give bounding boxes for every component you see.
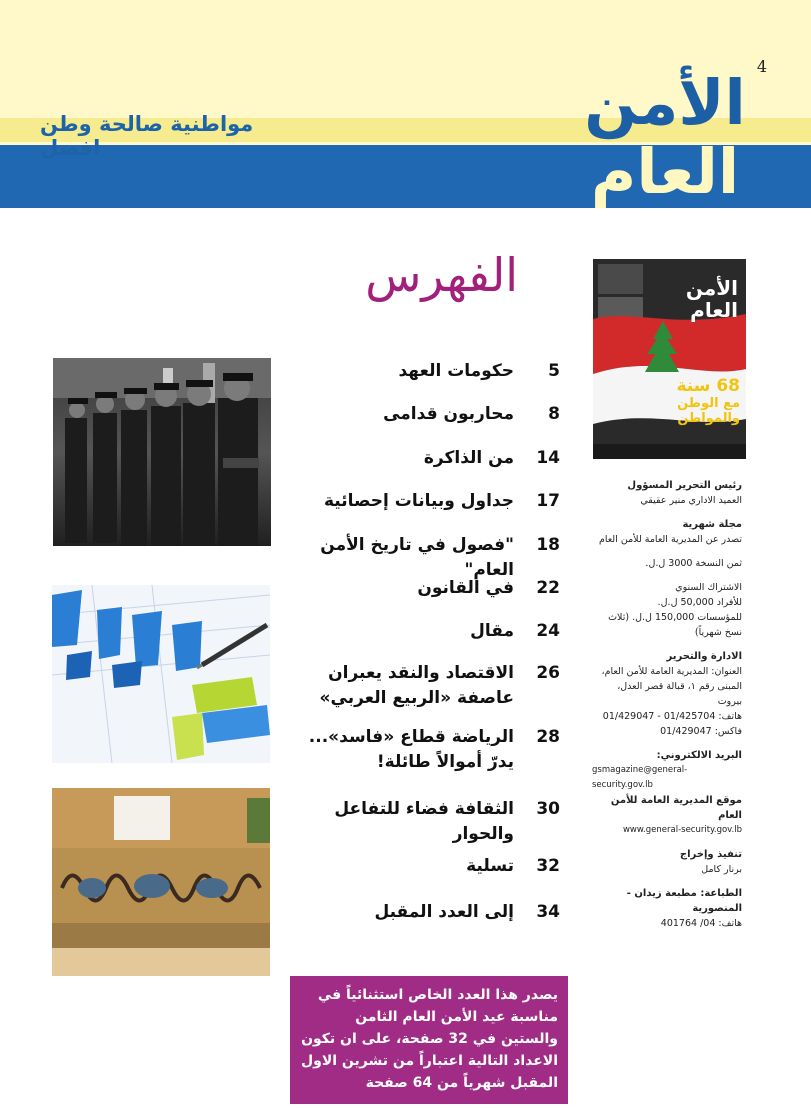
website-link[interactable]: www.general-security.gov.lb — [622, 825, 742, 835]
toc-title: الفهرس — [365, 248, 518, 302]
fax: فاكس: 01/429047 — [660, 726, 742, 737]
print-phone: هاتف: 04/ 401764 — [660, 918, 742, 929]
publisher: تصدر عن المديرية العامة للأمن العام — [598, 534, 742, 545]
toc-page-number: 8 — [548, 404, 560, 424]
toc-item-title: حكومات العهد — [398, 361, 514, 381]
toc-item-title: الاقتصاد والنقد يعبران عاصفة «الربيع العربي» — [319, 663, 514, 708]
email-link[interactable]: gsmagazine@general-security.gov.lb — [592, 765, 688, 790]
toc-page-number: 26 — [536, 663, 560, 683]
chief-name: العميد الاداري منير عقيقي — [640, 495, 742, 506]
address-line2: المبنى رقم ١، قبالة قصر العدل، بيروت — [617, 681, 742, 707]
cover-title-line1: الأمن — [685, 276, 738, 300]
chief-label: رئيس التحرير المسؤول — [627, 480, 742, 491]
special-issue-notice: يصدر هذا العدد الخاص استثنائياً في مناسبة عيد الأمن العام الثامن والستين في 32 صفحة، على ان تكون الاعداد التالية اعتباراً من تشرين الاول المقبل شهرياً من 64 صفحة — [290, 976, 568, 1104]
graffiti-photo-image — [52, 788, 270, 976]
toc-item-title: الثقافة فضاء للتفاعل والحوار — [334, 799, 514, 844]
logo-line-2: العام — [590, 135, 740, 208]
price: ثمن النسخة 3000 ل.ل. — [645, 558, 742, 569]
toc-item-title: الرياضة قطاع «فاسد»... يدرّ أموالاً طائلة! — [308, 727, 514, 772]
printing: الطباعة: مطبعة زيدان - المنصورية — [626, 888, 742, 914]
magazine-label: مجلة شهرية — [682, 519, 742, 530]
toc-page-number: 18 — [536, 535, 560, 555]
toc-item-title: من الذاكرة — [423, 448, 514, 468]
cover-headline-line1: 68 سنة — [676, 376, 740, 396]
toc-item-title: تسلية — [466, 856, 514, 876]
cover-headline-line3: والمواطن — [677, 411, 740, 426]
toc-item-title: جداول وبيانات إحصائية — [323, 491, 514, 511]
toc-page-number: 22 — [536, 578, 560, 598]
cover-headline — [630, 377, 740, 426]
phone: هاتف: 01/425704 - 01/429047 — [602, 711, 742, 722]
toc-item-title: إلى العدد المقبل — [374, 902, 514, 922]
masthead — [592, 478, 742, 931]
email-label: البريد الالكتروني: — [656, 750, 742, 761]
toc-page-number: 32 — [536, 856, 560, 876]
officers-photo-image — [53, 358, 271, 546]
toc-item-title: مقال — [470, 621, 514, 641]
individuals-price: للأفراد 50,000 ل.ل. — [657, 597, 742, 608]
charts-illustration-image — [52, 585, 270, 763]
institutions-price: للمؤسسات 150,000 ل.ل. (ثلاث نسخ شهرياً) — [608, 612, 742, 638]
cover-title-line2: العام — [690, 298, 738, 322]
officers-photo — [53, 358, 271, 546]
toc-page-number: 34 — [536, 902, 560, 922]
cover-headline-line2: مع الوطن — [677, 396, 740, 411]
tagline: مواطنية صالحة وطن افضل — [40, 112, 254, 160]
toc-page-number: 5 — [548, 361, 560, 381]
graffiti-photo — [52, 788, 270, 976]
subscription-label: الاشتراك السنوي — [675, 582, 742, 593]
cover-thumbnail[interactable] — [593, 259, 746, 459]
toc-page-number: 14 — [536, 448, 560, 468]
address: العنوان: المديرية العامة للأمن العام، — [601, 666, 742, 677]
toc-item-title: في القانون — [417, 578, 514, 598]
toc-page-number: 28 — [536, 727, 560, 747]
toc-item-title: محاربون قدامى — [383, 404, 514, 424]
cover-title — [666, 277, 738, 321]
toc-page-number: 17 — [536, 491, 560, 511]
toc-page-number: 24 — [536, 621, 560, 641]
admin-label: الادارة والتحرير — [666, 651, 742, 662]
production-name: برنار كامل — [701, 864, 742, 875]
logo-line-1: الأمن — [584, 66, 746, 139]
toc-page-number: 30 — [536, 799, 560, 819]
production-label: تنفيذ وإخراج — [679, 849, 742, 860]
charts-illustration — [52, 585, 270, 763]
website-label: موقع المديرية العامة للأمن العام — [610, 795, 742, 821]
page-number: 4 — [756, 57, 767, 76]
header — [0, 0, 811, 208]
toc-item-title: "فصول في تاريخ الأمن العام" — [320, 535, 514, 580]
